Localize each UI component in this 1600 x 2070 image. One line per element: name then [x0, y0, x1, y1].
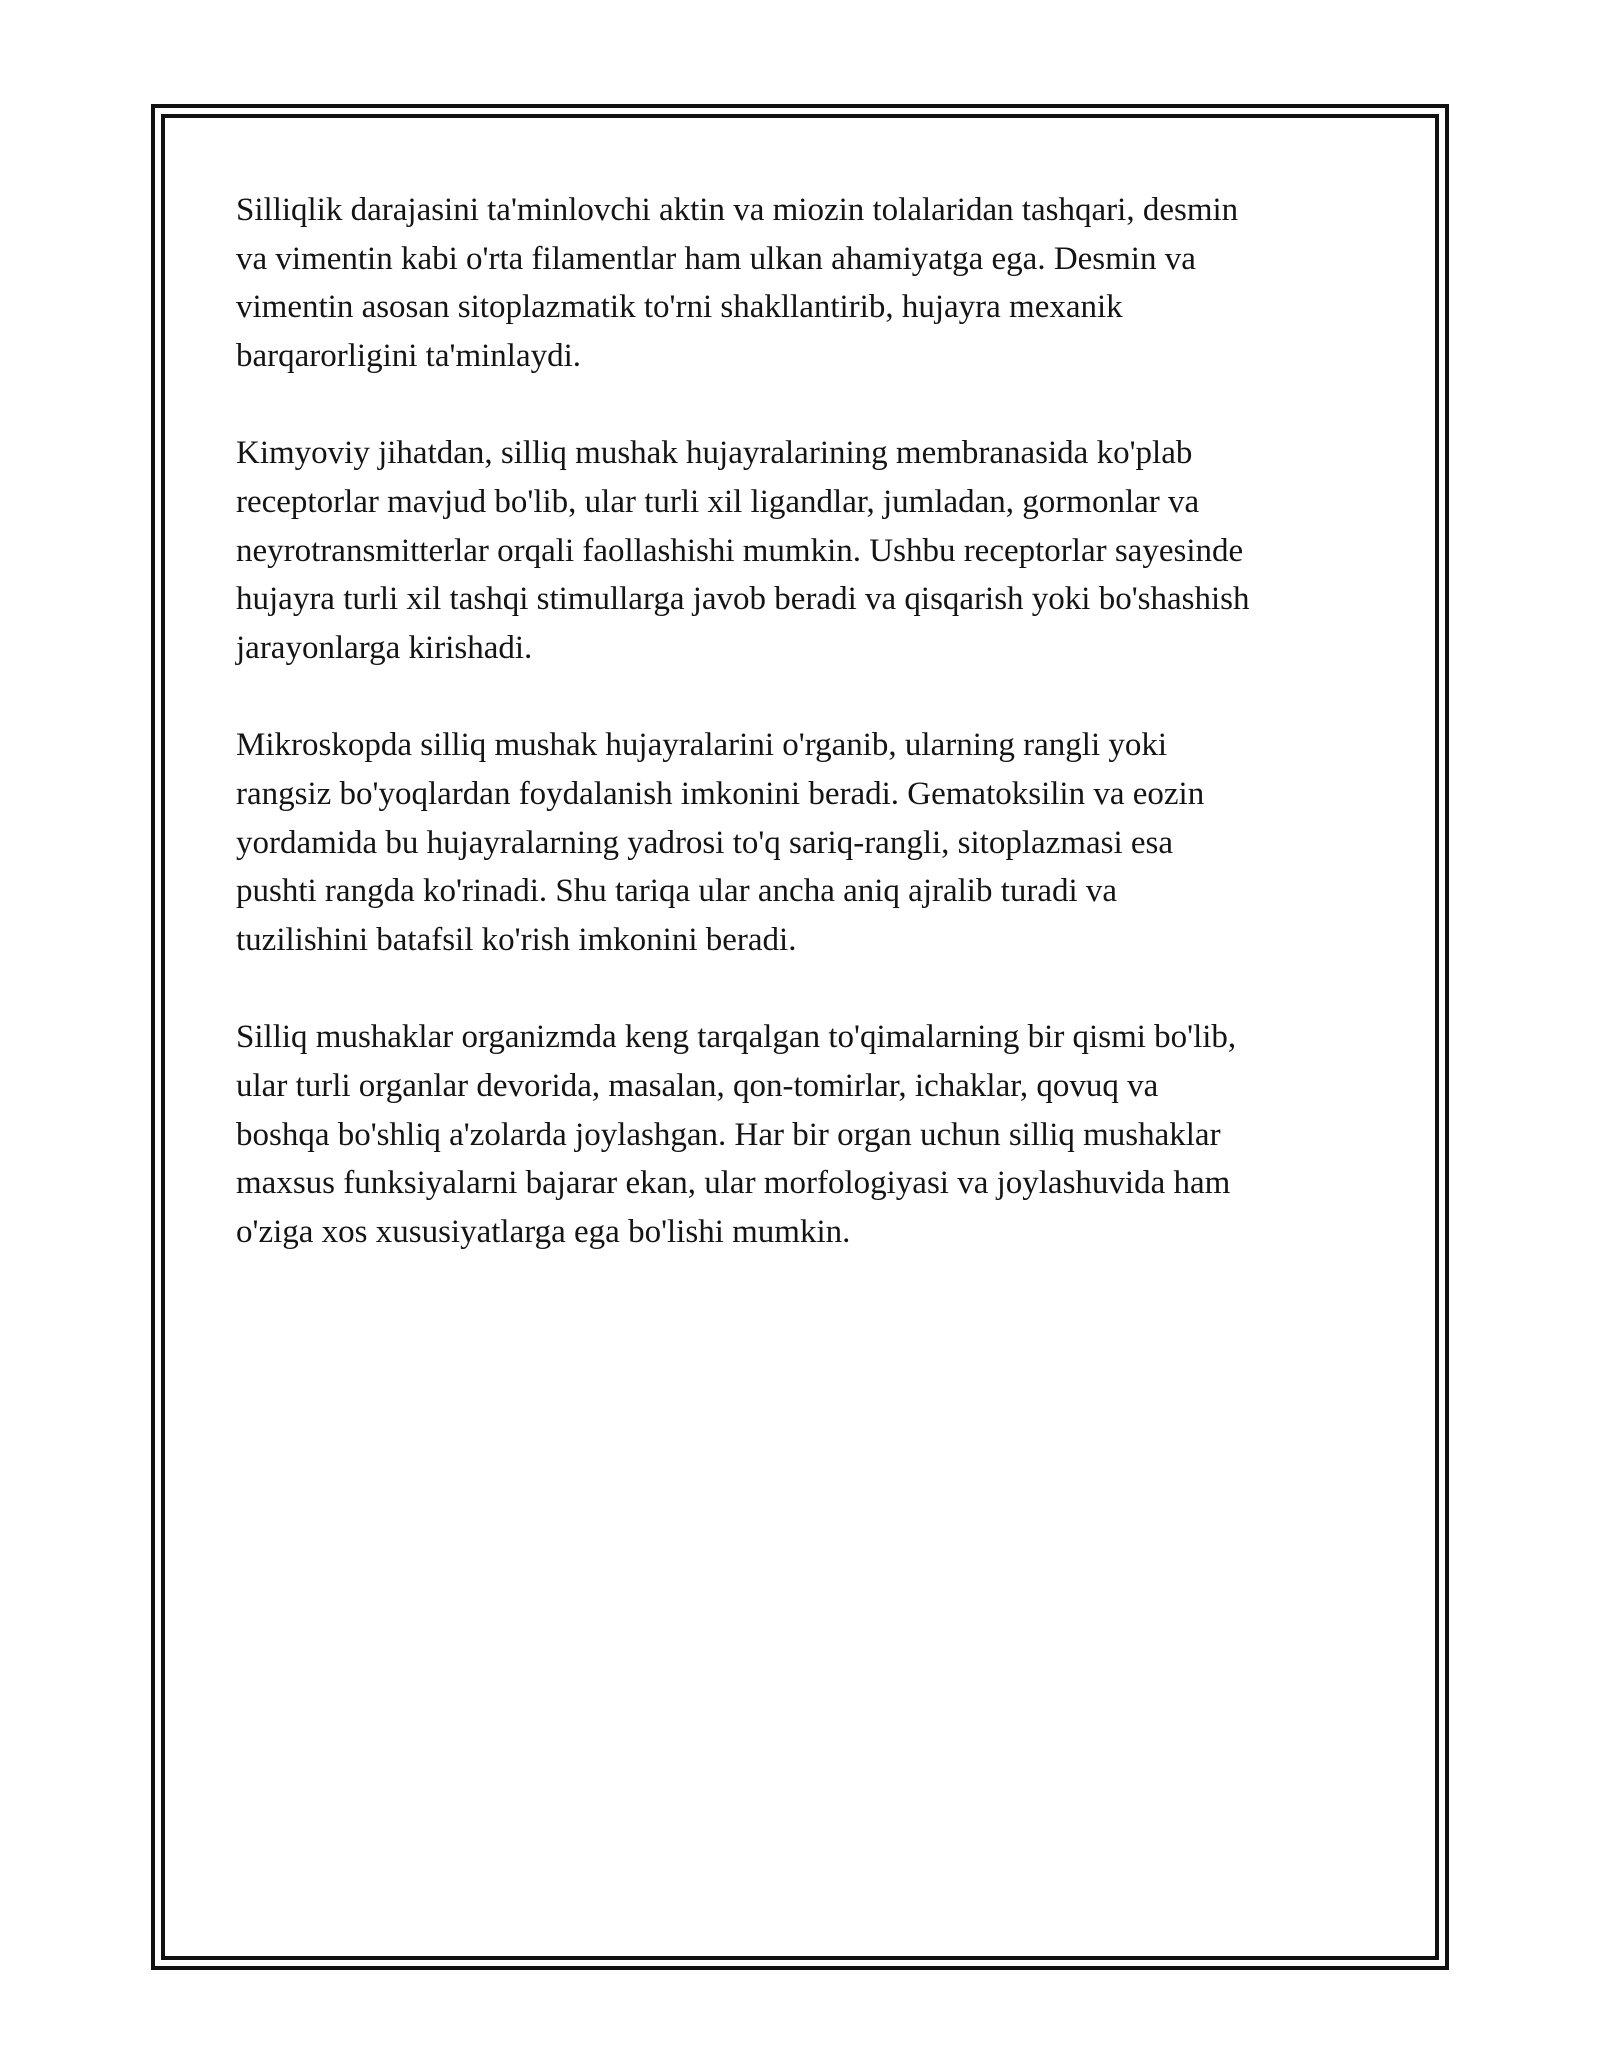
text-line: Mikroskopda silliq mushak hujayralarini o'rganib, ularning rangli yoki — [236, 727, 1168, 764]
text-line: pushti rangda ko'rinadi. Shu tariqa ular ancha aniq ajralib turadi va — [236, 873, 1118, 910]
text-line: tuzilishini batafsil ko'rish imkonini beradi. — [236, 921, 797, 958]
text-line: barqarorligini ta'minlaydi. — [236, 337, 582, 374]
text-line: jarayonlarga kirishadi. — [236, 629, 533, 666]
text-line: maxsus funksiyalarni bajarar ekan, ular morfologiyasi va joylashuvida ham — [236, 1165, 1231, 1202]
text-line: Silliq mushaklar organizmda keng tarqalgan to'qimalarning bir qismi bo'lib, — [236, 1019, 1237, 1056]
text-line: Silliqlik darajasini ta'minlovchi aktin va miozin tolalaridan tashqari, desmin — [236, 192, 1239, 228]
text-line: neyrotransmitterlar orqali faollashishi mumkin. Ushbu receptorlar sayesinde — [236, 532, 1244, 569]
text-line: vimentin asosan sitoplazmatik to'rni shakllantirib, hujayra mexanik — [236, 289, 1123, 326]
paragraph-1 — [236, 186, 1376, 380]
text-line: Kimyoviy jihatdan, silliq mushak hujayralarining membranasida ko'plab — [236, 435, 1193, 472]
text-line: hujayra turli xil tashqi stimullarga javob beradi va qisqarish yoki bo'shashish — [236, 581, 1250, 618]
text-line: va vimentin kabi o'rta filamentlar ham ulkan ahamiyatga ega. Desmin va — [236, 240, 1196, 277]
paragraph-3 — [236, 721, 1376, 964]
text-line: receptorlar mavjud bo'lib, ular turli xil ligandlar, jumladan, gormonlar va — [236, 483, 1200, 520]
text-line: o'ziga xos xususiyatlarga ega bo'lishi mumkin. — [236, 1213, 851, 1250]
text-line: boshqa bo'shliq a'zolarda joylashgan. Har bir organ uchun silliq mushaklar — [236, 1116, 1221, 1153]
text-line: rangsiz bo'yoqlardan foydalanish imkonini beradi. Gematoksilin va eozin — [236, 775, 1205, 812]
paragraph-4 — [236, 1013, 1376, 1256]
text-line: ular turli organlar devorida, masalan, qon-tomirlar, ichaklar, qovuq va — [236, 1067, 1159, 1104]
paragraph-2 — [236, 429, 1376, 672]
text-line: yordamida bu hujayralarning yadrosi to'q sariq-rangli, sitoplazmasi esa — [236, 824, 1174, 861]
document-body — [236, 186, 1376, 1305]
